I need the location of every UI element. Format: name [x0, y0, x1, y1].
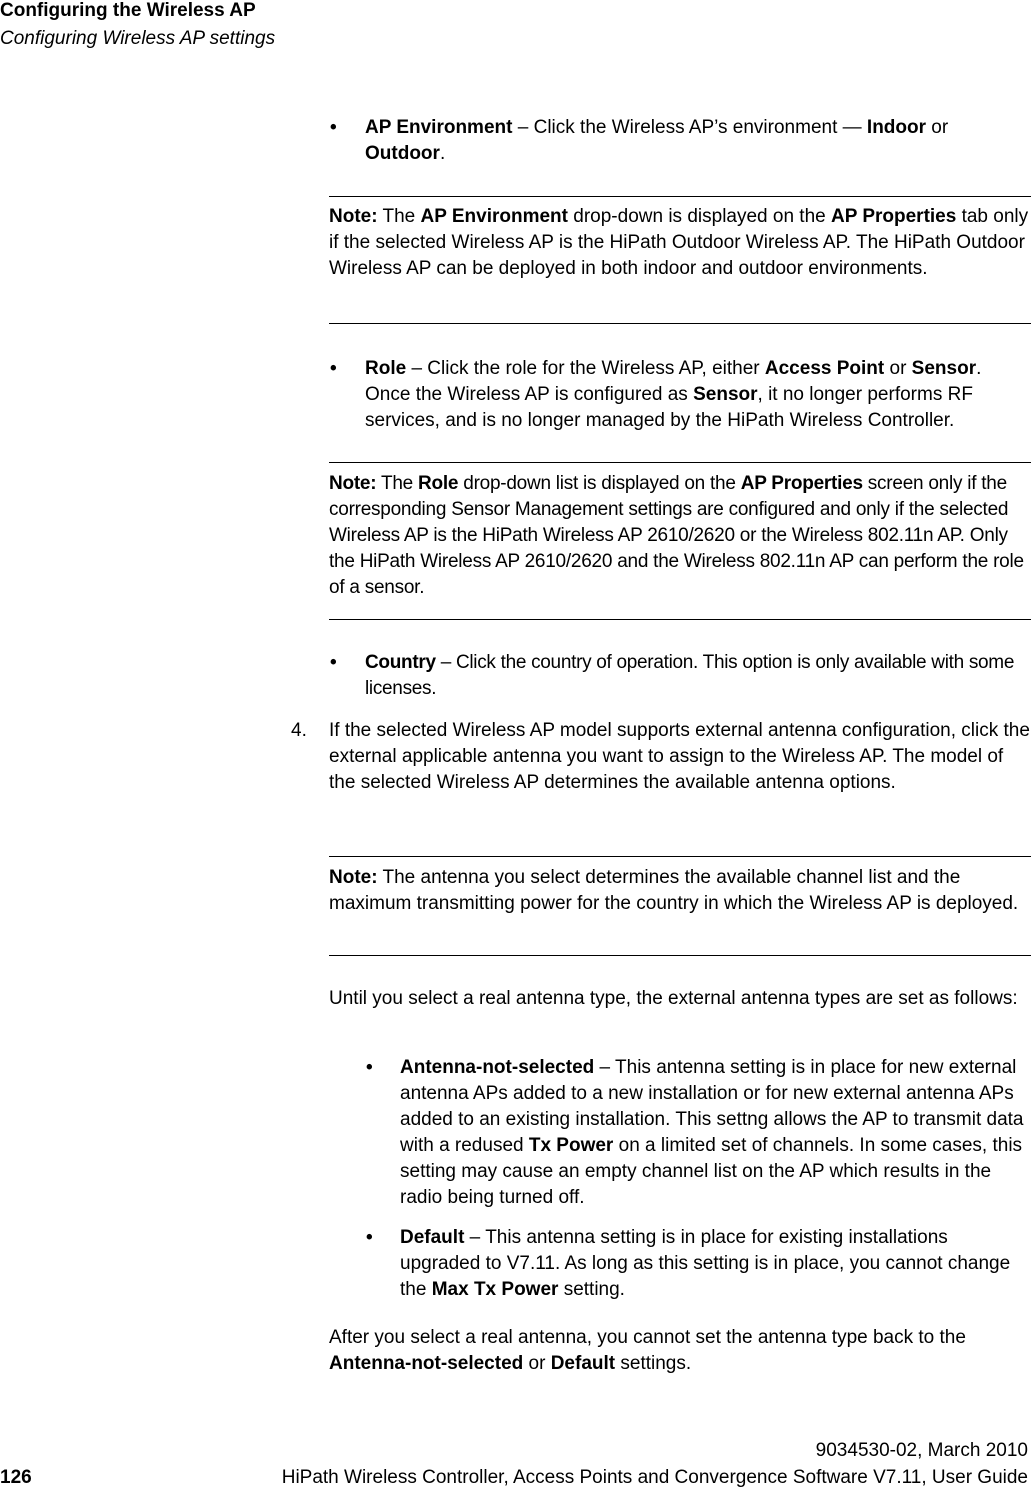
- after-paragraph: After you select a real antenna, you cannot set the antenna type back to the Antenna-not-selected or Default settings.: [329, 1327, 966, 1374]
- step-number: 4.: [291, 720, 307, 741]
- note-label: Note:: [329, 867, 378, 888]
- note-antenna: Note: The antenna you select determines the available channel list and the maximum transmitting power for the country in which the Wireless AP is deployed.: [329, 856, 1031, 956]
- page-number: 126: [0, 1467, 32, 1488]
- bullet-role: •: [330, 358, 337, 379]
- ap-environment-item: AP Environment – Click the Wireless AP’s environment — Indoor or Outdoor.: [365, 117, 949, 164]
- role-item: Role – Click the role for the Wireless AP, either Access Point or Sensor. Once the Wireless AP is configured as Sensor, it no longer performs RF services, and is no longer managed by the HiPath Wireless Controller.: [365, 358, 982, 431]
- default-term: Default: [400, 1227, 465, 1248]
- default-item: Default – This antenna setting is in place for existing installations upgraded to V7.11. As long as this setting is in place, you cannot change the Max Tx Power setting.: [400, 1227, 1011, 1300]
- step-4-text: If the selected Wireless AP model supports external antenna configuration, click the external applicable antenna you want to assign to the Wireless AP. The model of the selected Wireless AP determines the available antenna options.: [329, 720, 1030, 793]
- until-paragraph: Until you select a real antenna type, the external antenna types are set as follows:: [329, 988, 1018, 1009]
- note-label: Note:: [329, 206, 378, 227]
- bullet-antenna-not-selected: •: [366, 1057, 373, 1078]
- country-item: Country – Click the country of operation. This option is only available with some licenses.: [365, 652, 1015, 699]
- antenna-not-selected-item: Antenna-not-selected – This antenna setting is in place for new external antenna APs added to a new installation or for new external antenna APs added to an existing installation. This settng allows the AP to transmit data with a redused Tx Power on a limited set of channels. In some cases, this setting may cause an empty channel list on the AP which results in the radio being turned off.: [400, 1057, 1024, 1208]
- country-term: Country: [365, 652, 436, 673]
- guide-title: HiPath Wireless Controller, Access Points and Convergence Software V7.11, User Guide: [281, 1467, 1028, 1488]
- ap-environment-term: AP Environment: [365, 117, 513, 138]
- note-role: Note: The Role drop-down list is displayed on the AP Properties screen only if the corresponding Sensor Management settings are configured and only if the selected Wireless AP is the HiPath Wireless AP 2610/2620 or the Wireless 802.11n AP. Only the HiPath Wireless AP 2610/2620 and the Wireless 802.11n AP can perform the role of a sensor.: [329, 462, 1031, 620]
- bullet-ap-environment: •: [330, 117, 337, 138]
- note-label: Note:: [329, 473, 377, 494]
- bullet-default: •: [366, 1227, 373, 1248]
- bullet-country: •: [330, 652, 337, 673]
- role-term: Role: [365, 358, 407, 379]
- doc-number: 9034530-02, March 2010: [815, 1440, 1028, 1461]
- section-title: Configuring Wireless AP settings: [0, 28, 276, 49]
- note-ap-environment: Note: The AP Environment drop-down is displayed on the AP Properties tab only if the selected Wireless AP is the HiPath Outdoor Wireless AP. The HiPath Outdoor Wireless AP can be deployed in both indoor and outdoor environments.: [329, 196, 1031, 324]
- chapter-title: Configuring the Wireless AP: [0, 0, 256, 21]
- antenna-not-selected-term: Antenna-not-selected: [400, 1057, 595, 1078]
